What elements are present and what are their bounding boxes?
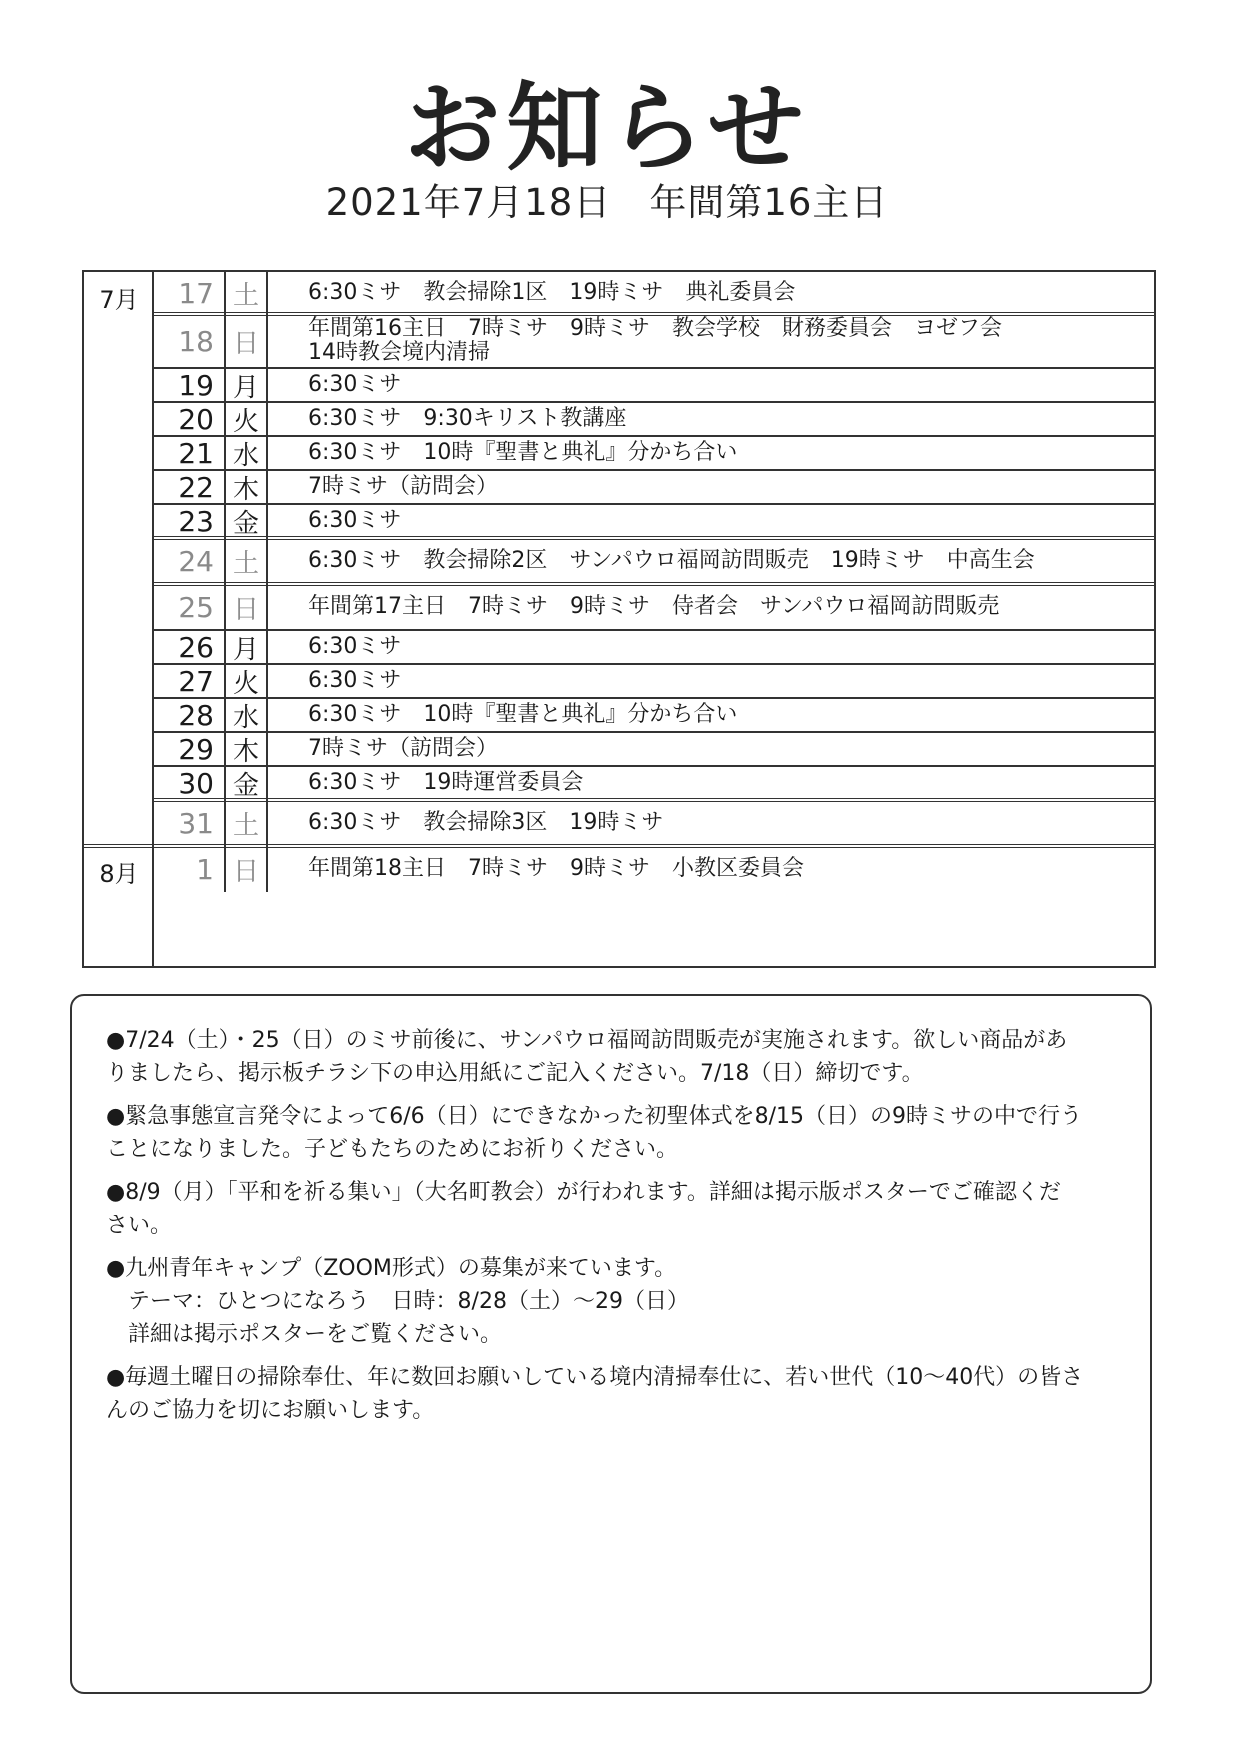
schedule-day-of-week: 月 bbox=[226, 368, 268, 402]
month-label-august: 8月 bbox=[99, 860, 139, 888]
schedule-events bbox=[268, 664, 1154, 698]
schedule-event-line: 年間第16主日 7時ミサ 9時ミサ 教会学校 財務委員会 ヨゼフ会 bbox=[308, 316, 1002, 341]
schedule-event-line: 6:30ミサ bbox=[308, 372, 402, 397]
schedule-date: 24 bbox=[154, 538, 226, 584]
notice-line: さい。 bbox=[106, 1213, 173, 1238]
page-title: お知らせ bbox=[404, 72, 810, 184]
notice-line: ●7/24（土）・25（日）のミサ前後に、サンパウロ福岡訪問販売が実施されます。欲しい商品があ bbox=[106, 1028, 1068, 1053]
notice-item bbox=[106, 1176, 1118, 1242]
schedule-events bbox=[268, 698, 1154, 732]
schedule-event-line: 6:30ミサ 19時運営委員会 bbox=[308, 770, 584, 795]
schedule-events bbox=[268, 584, 1154, 630]
schedule-day-of-week: 火 bbox=[226, 664, 268, 698]
schedule-date: 18 bbox=[154, 314, 226, 368]
schedule-event-line: 6:30ミサ bbox=[308, 634, 402, 659]
schedule-date: 31 bbox=[154, 800, 226, 846]
schedule-row bbox=[154, 470, 1154, 504]
notice-line: ●8/9（月）「平和を祈る集い」（大名町教会）が行われます。詳細は掲示版ポスターでご確認くだ bbox=[106, 1180, 1061, 1205]
schedule-events bbox=[268, 732, 1154, 766]
notice-line: ●緊急事態宣言発令によって6/6（日）にできなかった初聖体式を8/15（日）の9時ミサの中で行う bbox=[106, 1104, 1083, 1129]
schedule-date: 20 bbox=[154, 402, 226, 436]
schedule-date: 30 bbox=[154, 766, 226, 800]
schedule-events bbox=[268, 436, 1154, 470]
schedule-row bbox=[154, 630, 1154, 664]
schedule-date: 26 bbox=[154, 630, 226, 664]
schedule-event-line: 6:30ミサ 10時『聖書と典礼』分かち合い bbox=[308, 440, 738, 465]
schedule-day-of-week: 土 bbox=[226, 538, 268, 584]
schedule-row bbox=[154, 436, 1154, 470]
notice-item bbox=[106, 1100, 1118, 1166]
schedule-event-line: 年間第18主日 7時ミサ 9時ミサ 小教区委員会 bbox=[308, 856, 804, 881]
schedule-event-line: 14時教会境内清掃 bbox=[308, 340, 490, 365]
schedule-events bbox=[268, 402, 1154, 436]
schedule-table bbox=[82, 270, 1156, 968]
schedule-row bbox=[154, 664, 1154, 698]
schedule-day-of-week: 日 bbox=[226, 584, 268, 630]
schedule-day-of-week: 日 bbox=[226, 846, 268, 892]
schedule-date: 29 bbox=[154, 732, 226, 766]
schedule-event-line: 6:30ミサ bbox=[308, 508, 402, 533]
schedule-events bbox=[268, 272, 1154, 314]
schedule-date: 23 bbox=[154, 504, 226, 538]
schedule-events bbox=[268, 504, 1154, 538]
schedule-date: 28 bbox=[154, 698, 226, 732]
notice-line: りましたら、掲示板チラシ下の申込用紙にご記入ください。7/18（日）締切です。 bbox=[106, 1061, 924, 1086]
schedule-event-line: 6:30ミサ bbox=[308, 668, 402, 693]
schedule-date: 22 bbox=[154, 470, 226, 504]
notice-sub-line: 詳細は掲示ポスターをご覧ください。 bbox=[128, 1322, 503, 1347]
schedule-events bbox=[268, 800, 1154, 846]
schedule-day-of-week: 水 bbox=[226, 436, 268, 470]
schedule-row bbox=[154, 846, 1154, 892]
notice-line: ●毎週土曜日の掃除奉仕、年に数回お願いしている境内清掃奉仕に、若い世代（10～40代）の皆さ bbox=[106, 1365, 1084, 1390]
schedule-day-of-week: 金 bbox=[226, 766, 268, 800]
month-column bbox=[84, 272, 154, 966]
schedule-date: 27 bbox=[154, 664, 226, 698]
schedule-event-line: 年間第17主日 7時ミサ 9時ミサ 侍者会 サンパウロ福岡訪問販売 bbox=[308, 594, 1000, 619]
notice-line: ことになりました。子どもたちのためにお祈りください。 bbox=[106, 1137, 679, 1162]
schedule-event-line: 7時ミサ（訪問会） bbox=[308, 474, 498, 499]
schedule-day-of-week: 土 bbox=[226, 800, 268, 846]
schedule-event-line: 6:30ミサ 教会掃除2区 サンパウロ福岡訪問販売 19時ミサ 中高生会 bbox=[308, 548, 1035, 573]
schedule-event-line: 7時ミサ（訪問会） bbox=[308, 736, 498, 761]
schedule-date: 17 bbox=[154, 272, 226, 314]
page-subtitle: 2021年7月18日 年間第16主日 bbox=[325, 181, 889, 224]
schedule-row bbox=[154, 314, 1154, 368]
notice-line: ●九州青年キャンプ（ZOOM形式）の募集が来ています。 bbox=[106, 1256, 677, 1281]
month-label-july: 7月 bbox=[99, 286, 139, 314]
schedule-row bbox=[154, 766, 1154, 800]
schedule-row bbox=[154, 402, 1154, 436]
notice-item bbox=[106, 1252, 1118, 1351]
schedule-row bbox=[154, 732, 1154, 766]
schedule-event-line: 6:30ミサ 9:30キリスト教講座 bbox=[308, 406, 627, 431]
schedule-events bbox=[268, 538, 1154, 584]
schedule-day-of-week: 木 bbox=[226, 732, 268, 766]
notices-box bbox=[70, 994, 1152, 1694]
schedule-date: 19 bbox=[154, 368, 226, 402]
schedule-row bbox=[154, 584, 1154, 630]
schedule-day-of-week: 火 bbox=[226, 402, 268, 436]
notice-line: んのご協力を切にお願いします。 bbox=[106, 1398, 435, 1423]
notice-item bbox=[106, 1361, 1118, 1427]
schedule-date: 25 bbox=[154, 584, 226, 630]
schedule-day-of-week: 木 bbox=[226, 470, 268, 504]
schedule-day-of-week: 金 bbox=[226, 504, 268, 538]
schedule-day-of-week: 日 bbox=[226, 314, 268, 368]
schedule-row bbox=[154, 272, 1154, 314]
schedule-date: 1 bbox=[154, 846, 226, 892]
schedule-row bbox=[154, 368, 1154, 402]
schedule-events bbox=[268, 846, 1154, 892]
schedule-event-line: 6:30ミサ 10時『聖書と典礼』分かち合い bbox=[308, 702, 738, 727]
notice-sub-line: テーマ：ひとつになろう 日時：8/28（土）～29（日） bbox=[128, 1289, 689, 1314]
schedule-events bbox=[268, 630, 1154, 664]
schedule-row bbox=[154, 504, 1154, 538]
schedule-row bbox=[154, 538, 1154, 584]
schedule-event-line: 6:30ミサ 教会掃除1区 19時ミサ 典礼委員会 bbox=[308, 280, 796, 305]
schedule-events bbox=[268, 314, 1154, 368]
schedule-day-of-week: 土 bbox=[226, 272, 268, 314]
schedule-events bbox=[268, 368, 1154, 402]
schedule-day-of-week: 水 bbox=[226, 698, 268, 732]
schedule-event-line: 6:30ミサ 教会掃除3区 19時ミサ bbox=[308, 810, 664, 835]
schedule-events bbox=[268, 470, 1154, 504]
schedule-row bbox=[154, 698, 1154, 732]
notice-item bbox=[106, 1024, 1118, 1090]
schedule-events bbox=[268, 766, 1154, 800]
schedule-date: 21 bbox=[154, 436, 226, 470]
schedule-row bbox=[154, 800, 1154, 846]
schedule-day-of-week: 月 bbox=[226, 630, 268, 664]
